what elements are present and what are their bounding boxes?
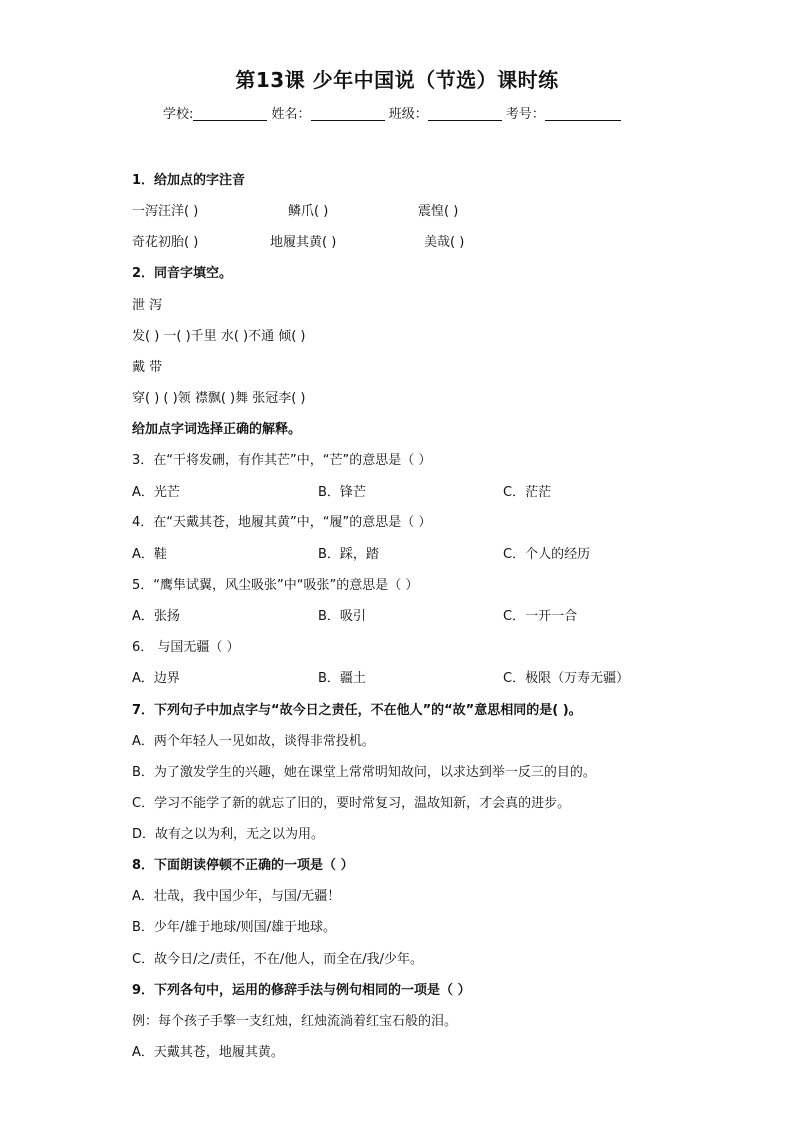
q9-option-a[interactable]: A．天戴其苍，地履其黄。 (132, 1045, 284, 1060)
q7-option-d[interactable]: D．故有之以为利，无之以为用。 (132, 827, 325, 842)
exam-no-blank[interactable] (545, 106, 621, 121)
q2-fill-line: 发( ) 一( )千里 水( )不通 倾( ) (132, 329, 306, 344)
name-label: 姓名： (271, 107, 311, 122)
q6-option-b[interactable]: B．疆土 (318, 671, 366, 686)
q7-stem: 7．下列句子中加点字与“故今日之责任，不在他人”的“故”意思相同的是( )。 (132, 703, 582, 718)
q4-stem: 4．在“天戴其苍，地履其黄”中，“履”的意思是（ ） (132, 515, 432, 530)
q3-option-a[interactable]: A．光芒 (132, 485, 180, 500)
q1-heading: 1．给加点的字注音 (132, 173, 246, 188)
class-blank[interactable] (428, 106, 502, 121)
q1-item: 美哉( ) (424, 235, 465, 250)
q8-stem: 8．下面朗读停顿不正确的一项是（ ） (132, 858, 354, 873)
q7-option-b[interactable]: B．为了激发学生的兴趣，她在课堂上常常明知故问，以求达到举一反三的目的。 (132, 765, 596, 780)
q7-option-a[interactable]: A．两个年轻人一见如故，谈得非常投机。 (132, 734, 375, 749)
q1-item: 震惶( ) (418, 204, 459, 219)
section-heading: 给加点字词选择正确的解释。 (132, 422, 302, 437)
q8-option-c[interactable]: C．故今日/之/责任，不在/他人，而全在/我/少年。 (132, 952, 423, 967)
q5-stem: 5．“鹰隼试翼，风尘吸张”中“吸张”的意思是（ ） (132, 578, 419, 593)
q8-option-a[interactable]: A．壮哉，我中国少年，与国/无疆！ (132, 889, 341, 904)
exam-no-label: 考号： (505, 107, 545, 122)
student-info-row (163, 103, 621, 122)
q4-option-a[interactable]: A．鞋 (132, 547, 167, 562)
school-blank[interactable] (193, 106, 267, 121)
q1-item: 一泻汪洋( ) (132, 204, 199, 219)
q5-option-a[interactable]: A．张扬 (132, 609, 180, 624)
q2-char-pair: 戴 带 (132, 360, 163, 375)
q8-option-b[interactable]: B．少年/雄于地球/则国/雄于地球。 (132, 920, 337, 935)
q3-option-c[interactable]: C．茫茫 (503, 485, 552, 500)
q2-char-pair: 泄 泻 (132, 298, 163, 313)
q6-stem: 6． 与国无疆（ ） (132, 640, 240, 655)
q6-option-a[interactable]: A．边界 (132, 671, 180, 686)
q5-option-c[interactable]: C．一开一合 (503, 609, 578, 624)
school-label: 学校: (163, 107, 194, 122)
q9-stem: 9．下列各句中，运用的修辞手法与例句相同的一项是（ ） (132, 983, 471, 998)
q1-item: 地履其黄( ) (270, 235, 337, 250)
q5-option-b[interactable]: B．吸引 (318, 609, 366, 624)
q2-fill-line: 穿( ) ( )领 襟飘( )舞 张冠李( ) (132, 391, 306, 406)
page-title: 第13课 少年中国说（节选）课时练 (235, 68, 559, 92)
q1-item: 奇花初胎( ) (132, 235, 199, 250)
name-blank[interactable] (311, 106, 385, 121)
q9-example: 例：每个孩子手擎一支红烛，红烛流淌着红宝石般的泪。 (132, 1014, 458, 1029)
q1-item: 鳞爪( ) (288, 204, 329, 219)
q2-heading: 2．同音字填空。 (132, 266, 233, 281)
q6-option-c[interactable]: C．极限（万寿无疆） (503, 671, 630, 686)
q7-option-c[interactable]: C．学习不能学了新的就忘了旧的，要时常复习，温故知新，才会真的进步。 (132, 796, 571, 811)
q3-stem: 3．在“干将发硎，有作其芒”中，“芒”的意思是（ ） (132, 453, 432, 468)
q4-option-b[interactable]: B．踩，踏 (318, 547, 379, 562)
q4-option-c[interactable]: C．个人的经历 (503, 547, 591, 562)
q3-option-b[interactable]: B．锋芒 (318, 485, 366, 500)
class-label: 班级： (388, 107, 428, 122)
